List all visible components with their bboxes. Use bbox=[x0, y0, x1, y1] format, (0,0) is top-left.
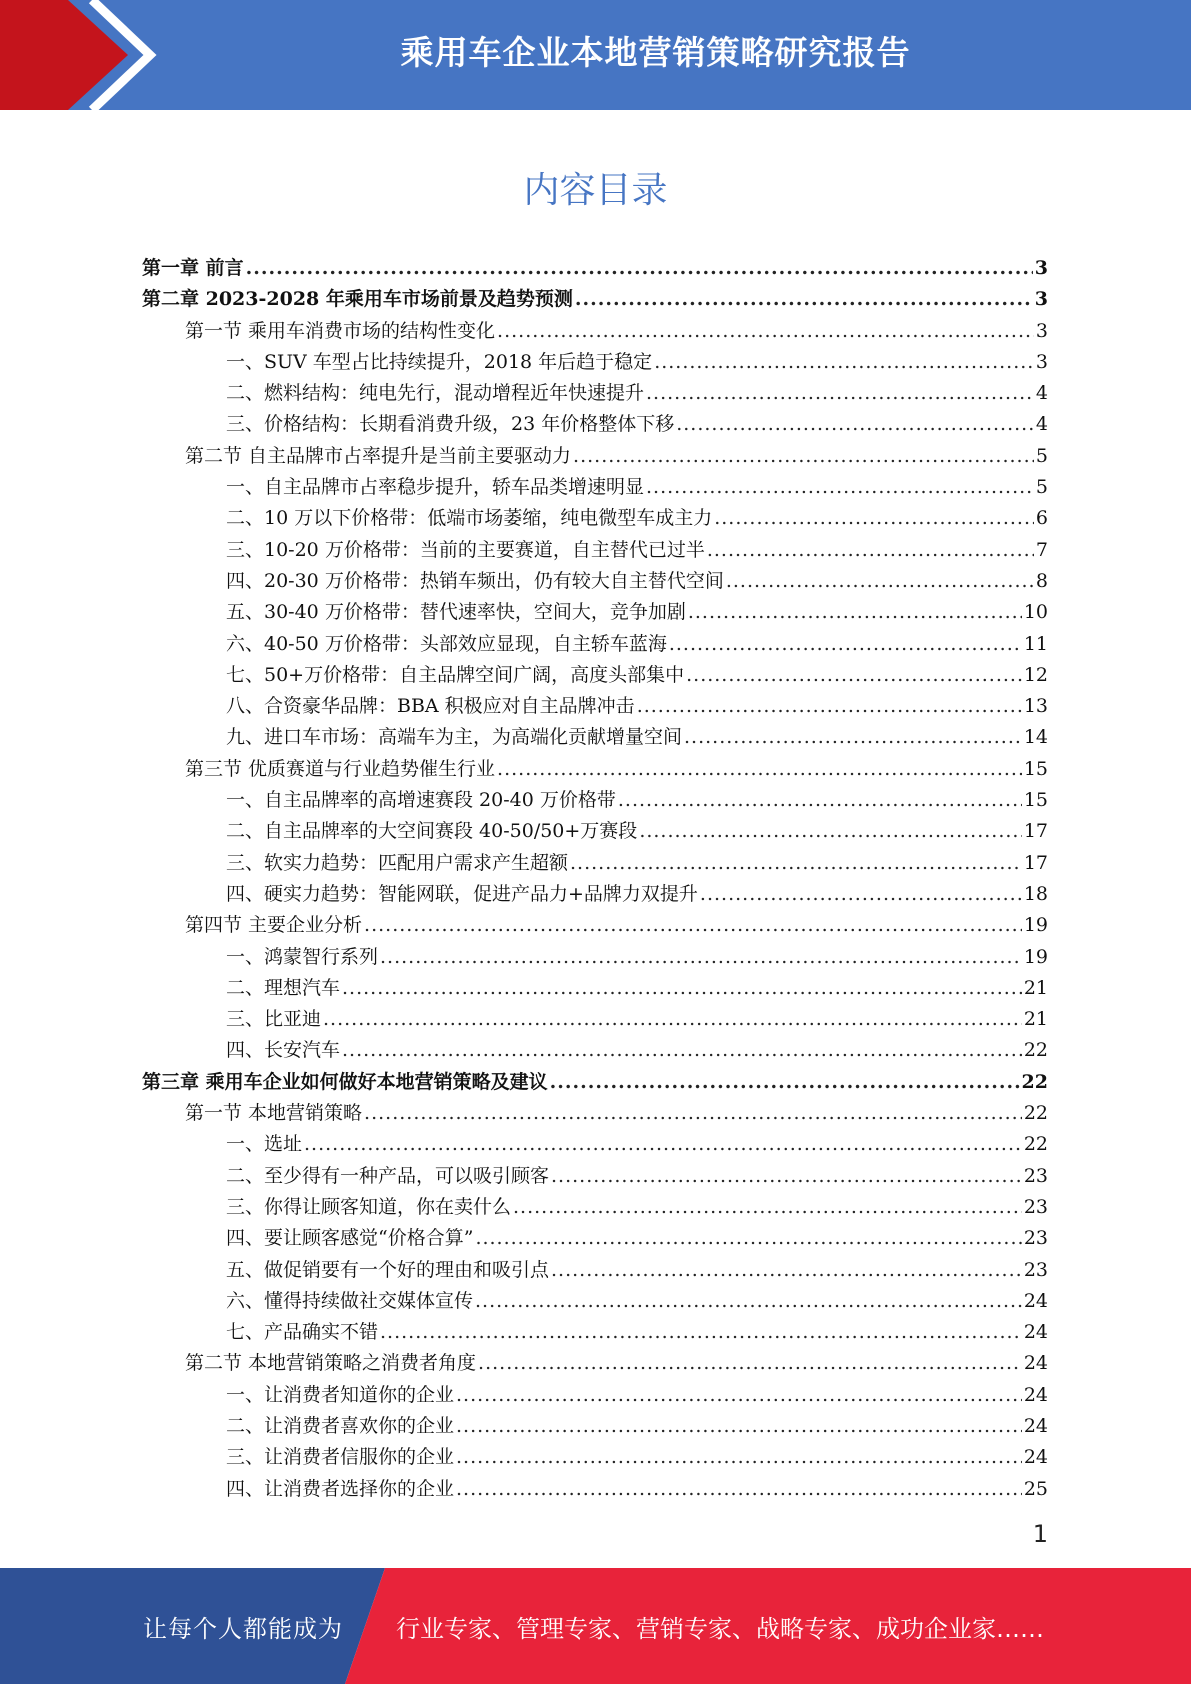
toc-leader-dots bbox=[342, 973, 1022, 1004]
toc-entry-title: 一、鸿蒙智行系列 bbox=[226, 945, 379, 968]
toc-entry[interactable] bbox=[142, 1317, 1048, 1348]
toc-entry-title: 第三节 优质赛道与行业趋势催生行业 bbox=[185, 757, 496, 780]
toc-entry-page: 5 bbox=[1035, 444, 1048, 467]
toc-leader-dots bbox=[639, 816, 1022, 847]
toc-entry[interactable] bbox=[142, 1067, 1048, 1098]
table-of-contents bbox=[142, 253, 1048, 1505]
toc-leader-dots bbox=[570, 848, 1022, 879]
toc-entry-page: 24 bbox=[1023, 1321, 1048, 1344]
toc-entry[interactable] bbox=[142, 566, 1048, 597]
toc-leader-dots bbox=[456, 1380, 1022, 1411]
toc-entry-page: 4 bbox=[1035, 413, 1048, 436]
toc-entry-page: 14 bbox=[1023, 726, 1048, 749]
toc-leader-dots bbox=[654, 347, 1034, 378]
toc-entry[interactable] bbox=[142, 1380, 1048, 1411]
toc-entry-title: 七、产品确实不错 bbox=[226, 1321, 379, 1344]
toc-entry-page: 24 bbox=[1023, 1352, 1048, 1375]
toc-entry-title: 二、自主品牌率的大空间赛段 40-50/50+万赛段 bbox=[226, 820, 638, 843]
toc-entry-page: 8 bbox=[1035, 569, 1048, 592]
toc-leader-dots bbox=[726, 566, 1034, 597]
toc-entry[interactable] bbox=[142, 1129, 1048, 1160]
toc-entry-title: 八、合资豪华品牌：BBA 积极应对自主品牌冲击 bbox=[226, 695, 635, 718]
toc-entry-page: 10 bbox=[1023, 601, 1048, 624]
toc-entry[interactable] bbox=[142, 629, 1048, 660]
toc-entry-page: 25 bbox=[1023, 1477, 1048, 1500]
toc-leader-dots bbox=[707, 535, 1034, 566]
toc-entry-page: 6 bbox=[1035, 507, 1048, 530]
toc-leader-dots bbox=[246, 253, 1033, 284]
toc-leader-dots bbox=[380, 1317, 1022, 1348]
toc-leader-dots bbox=[513, 1192, 1022, 1223]
toc-entry[interactable] bbox=[142, 1348, 1048, 1379]
toc-entry-title: 二、至少得有一种产品，可以吸引顾客 bbox=[226, 1164, 550, 1187]
toc-entry[interactable] bbox=[142, 691, 1048, 722]
toc-entry-title: 二、理想汽车 bbox=[226, 976, 341, 999]
toc-entry[interactable] bbox=[142, 1411, 1048, 1442]
footer-slogan-right: 行业专家、管理专家、营销专家、战略专家、成功企业家…… bbox=[396, 1615, 1044, 1643]
footer-slogan-left: 让每个人都能成为 bbox=[143, 1615, 343, 1643]
toc-entry-page: 13 bbox=[1023, 695, 1048, 718]
toc-entry[interactable] bbox=[142, 1255, 1048, 1286]
toc-entry-title: 第一节 乘用车消费市场的结构性变化 bbox=[185, 319, 496, 342]
toc-leader-dots bbox=[575, 284, 1033, 315]
toc-leader-dots bbox=[342, 1035, 1022, 1066]
toc-entry[interactable] bbox=[142, 1286, 1048, 1317]
toc-entry-title: 三、让消费者信服你的企业 bbox=[226, 1446, 455, 1469]
toc-leader-dots bbox=[456, 1442, 1022, 1473]
toc-leader-dots bbox=[573, 441, 1034, 472]
toc-leader-dots bbox=[380, 942, 1022, 973]
toc-entry-page: 24 bbox=[1023, 1289, 1048, 1312]
toc-entry[interactable] bbox=[142, 879, 1048, 910]
toc-leader-dots bbox=[497, 316, 1034, 347]
toc-entry-page: 22 bbox=[1023, 1133, 1048, 1156]
toc-entry[interactable] bbox=[142, 973, 1048, 1004]
toc-leader-dots bbox=[475, 1286, 1022, 1317]
toc-entry-title: 第三章 乘用车企业如何做好本地营销策略及建议 bbox=[142, 1070, 548, 1093]
toc-entry[interactable] bbox=[142, 316, 1048, 347]
toc-entry[interactable] bbox=[142, 253, 1048, 284]
toc-leader-dots bbox=[456, 1411, 1022, 1442]
toc-entry-page: 22 bbox=[1023, 1039, 1048, 1062]
toc-entry-page: 15 bbox=[1023, 789, 1048, 812]
toc-leader-dots bbox=[497, 754, 1022, 785]
toc-entry-title: 第一章 前言 bbox=[142, 257, 244, 279]
toc-entry-title: 第二章 2023-2028 年乘用车市场前景及趋势预测 bbox=[142, 288, 573, 311]
toc-entry-page: 21 bbox=[1023, 1008, 1048, 1031]
toc-entry-title: 一、让消费者知道你的企业 bbox=[226, 1383, 455, 1406]
toc-leader-dots bbox=[688, 597, 1022, 628]
toc-leader-dots bbox=[646, 472, 1034, 503]
toc-entry-title: 六、懂得持续做社交媒体宣传 bbox=[226, 1289, 474, 1312]
toc-entry-title: 五、30-40 万价格带：替代速率快，空间大，竞争加剧 bbox=[226, 601, 686, 624]
header-banner bbox=[0, 0, 1191, 110]
toc-entry[interactable] bbox=[142, 535, 1048, 566]
toc-entry[interactable] bbox=[142, 942, 1048, 973]
toc-entry-page: 22 bbox=[1021, 1070, 1048, 1093]
toc-leader-dots bbox=[456, 1474, 1022, 1505]
toc-entry-page: 24 bbox=[1023, 1446, 1048, 1469]
toc-entry[interactable] bbox=[142, 754, 1048, 785]
toc-entry[interactable] bbox=[142, 722, 1048, 753]
toc-leader-dots bbox=[700, 879, 1022, 910]
toc-entry[interactable] bbox=[142, 816, 1048, 847]
toc-entry[interactable] bbox=[142, 441, 1048, 472]
toc-entry-title: 三、你得让顾客知道，你在卖什么 bbox=[226, 1195, 512, 1218]
toc-entry-page: 17 bbox=[1023, 851, 1048, 874]
toc-leader-dots bbox=[637, 691, 1022, 722]
toc-entry-title: 三、10-20 万价格带：当前的主要赛道，自主替代已过半 bbox=[226, 538, 705, 561]
toc-leader-dots bbox=[676, 409, 1034, 440]
toc-entry-title: 三、软实力趋势：匹配用户需求产生超额 bbox=[226, 851, 569, 874]
toc-leader-dots bbox=[304, 1129, 1022, 1160]
toc-entry[interactable] bbox=[142, 409, 1048, 440]
toc-entry-title: 第一节 本地营销策略 bbox=[185, 1102, 363, 1125]
toc-entry[interactable] bbox=[142, 1098, 1048, 1129]
toc-entry-page: 3 bbox=[1035, 319, 1048, 342]
toc-entry[interactable] bbox=[142, 597, 1048, 628]
toc-entry-title: 第二节 自主品牌市占率提升是当前主要驱动力 bbox=[185, 444, 572, 467]
toc-entry-title: 一、自主品牌市占率稳步提升，轿车品类增速明显 bbox=[226, 476, 645, 499]
toc-heading: 内容目录 bbox=[523, 170, 668, 211]
toc-leader-dots bbox=[551, 1161, 1022, 1192]
toc-entry-page: 19 bbox=[1023, 945, 1048, 968]
toc-entry-page: 18 bbox=[1023, 882, 1048, 905]
toc-entry-page: 12 bbox=[1023, 663, 1048, 686]
toc-entry-title: 五、做促销要有一个好的理由和吸引点 bbox=[226, 1258, 550, 1281]
toc-entry-title: 一、选址 bbox=[226, 1133, 303, 1156]
toc-entry-title: 第四节 主要企业分析 bbox=[185, 914, 363, 937]
toc-leader-dots bbox=[618, 785, 1022, 816]
toc-entry-page: 3 bbox=[1035, 350, 1048, 373]
toc-entry-page: 11 bbox=[1023, 632, 1048, 655]
toc-entry-page: 7 bbox=[1035, 538, 1048, 561]
toc-entry-page: 3 bbox=[1034, 288, 1048, 311]
toc-leader-dots bbox=[551, 1255, 1022, 1286]
toc-entry[interactable] bbox=[142, 1004, 1048, 1035]
toc-leader-dots bbox=[364, 910, 1022, 941]
toc-leader-dots bbox=[646, 378, 1034, 409]
toc-leader-dots bbox=[714, 503, 1034, 534]
toc-entry[interactable] bbox=[142, 910, 1048, 941]
toc-entry-page: 23 bbox=[1023, 1258, 1048, 1281]
toc-entry-page: 3 bbox=[1034, 257, 1048, 279]
toc-entry-title: 四、20-30 万价格带：热销车频出，仍有较大自主替代空间 bbox=[226, 569, 724, 592]
toc-entry[interactable] bbox=[142, 1035, 1048, 1066]
toc-entry-page: 5 bbox=[1035, 476, 1048, 499]
toc-entry-title: 六、40-50 万价格带：头部效应显现，自主轿车蓝海 bbox=[226, 632, 667, 655]
toc-leader-dots bbox=[323, 1004, 1022, 1035]
toc-entry[interactable] bbox=[142, 660, 1048, 691]
toc-entry-page: 23 bbox=[1023, 1195, 1048, 1218]
toc-entry[interactable] bbox=[142, 347, 1048, 378]
toc-entry-page: 24 bbox=[1023, 1383, 1048, 1406]
toc-entry[interactable] bbox=[142, 503, 1048, 534]
toc-entry-page: 22 bbox=[1023, 1102, 1048, 1125]
toc-leader-dots bbox=[684, 722, 1022, 753]
toc-entry-title: 四、硬实力趋势：智能网联，促进产品力+品牌力双提升 bbox=[226, 882, 698, 905]
toc-entry-title: 二、燃料结构：纯电先行，混动增程近年快速提升 bbox=[226, 382, 645, 405]
toc-leader-dots bbox=[475, 1223, 1021, 1254]
toc-entry-title: 三、价格结构：长期看消费升级，23 年价格整体下移 bbox=[226, 413, 675, 436]
toc-entry-title: 九、进口车市场：高端车为主，为高端化贡献增量空间 bbox=[226, 726, 683, 749]
toc-entry-title: 三、比亚迪 bbox=[226, 1008, 322, 1031]
toc-entry-title: 一、SUV 车型占比持续提升，2018 年后趋于稳定 bbox=[226, 350, 653, 373]
toc-leader-dots bbox=[669, 629, 1022, 660]
toc-entry-page: 17 bbox=[1023, 820, 1048, 843]
toc-entry-page: 23 bbox=[1023, 1227, 1048, 1250]
toc-leader-dots bbox=[478, 1348, 1022, 1379]
toc-entry-title: 第二节 本地营销策略之消费者角度 bbox=[185, 1352, 477, 1375]
page-number: 1 bbox=[1032, 1520, 1048, 1548]
toc-entry-page: 4 bbox=[1035, 382, 1048, 405]
toc-entry[interactable] bbox=[142, 472, 1048, 503]
toc-entry-title: 七、50+万价格带：自主品牌空间广阔，高度头部集中 bbox=[226, 663, 685, 686]
toc-entry[interactable] bbox=[142, 1223, 1048, 1254]
toc-entry-page: 21 bbox=[1023, 976, 1048, 999]
toc-leader-dots bbox=[686, 660, 1022, 691]
toc-entry[interactable] bbox=[142, 1192, 1048, 1223]
toc-entry-title: 四、长安汽车 bbox=[226, 1039, 341, 1062]
toc-entry[interactable] bbox=[142, 1442, 1048, 1473]
toc-entry[interactable] bbox=[142, 284, 1048, 315]
toc-entry-page: 24 bbox=[1023, 1414, 1048, 1437]
toc-entry-page: 15 bbox=[1023, 757, 1048, 780]
toc-entry-title: 四、要让顾客感觉“价格合算” bbox=[226, 1227, 474, 1250]
footer-banner bbox=[0, 1568, 1191, 1684]
toc-leader-dots bbox=[550, 1067, 1020, 1098]
toc-entry[interactable] bbox=[142, 378, 1048, 409]
toc-entry-page: 19 bbox=[1023, 914, 1048, 937]
toc-leader-dots bbox=[364, 1098, 1022, 1129]
toc-entry[interactable] bbox=[142, 1161, 1048, 1192]
toc-entry[interactable] bbox=[142, 1474, 1048, 1505]
toc-entry[interactable] bbox=[142, 848, 1048, 879]
toc-entry-page: 23 bbox=[1023, 1164, 1048, 1187]
toc-entry[interactable] bbox=[142, 785, 1048, 816]
report-title: 乘用车企业本地营销策略研究报告 bbox=[400, 33, 911, 72]
toc-entry-title: 二、让消费者喜欢你的企业 bbox=[226, 1414, 455, 1437]
toc-entry-title: 一、自主品牌率的高增速赛段 20-40 万价格带 bbox=[226, 789, 616, 812]
toc-entry-title: 二、10 万以下价格带：低端市场萎缩，纯电微型车成主力 bbox=[226, 507, 713, 530]
toc-entry-title: 四、让消费者选择你的企业 bbox=[226, 1477, 455, 1500]
